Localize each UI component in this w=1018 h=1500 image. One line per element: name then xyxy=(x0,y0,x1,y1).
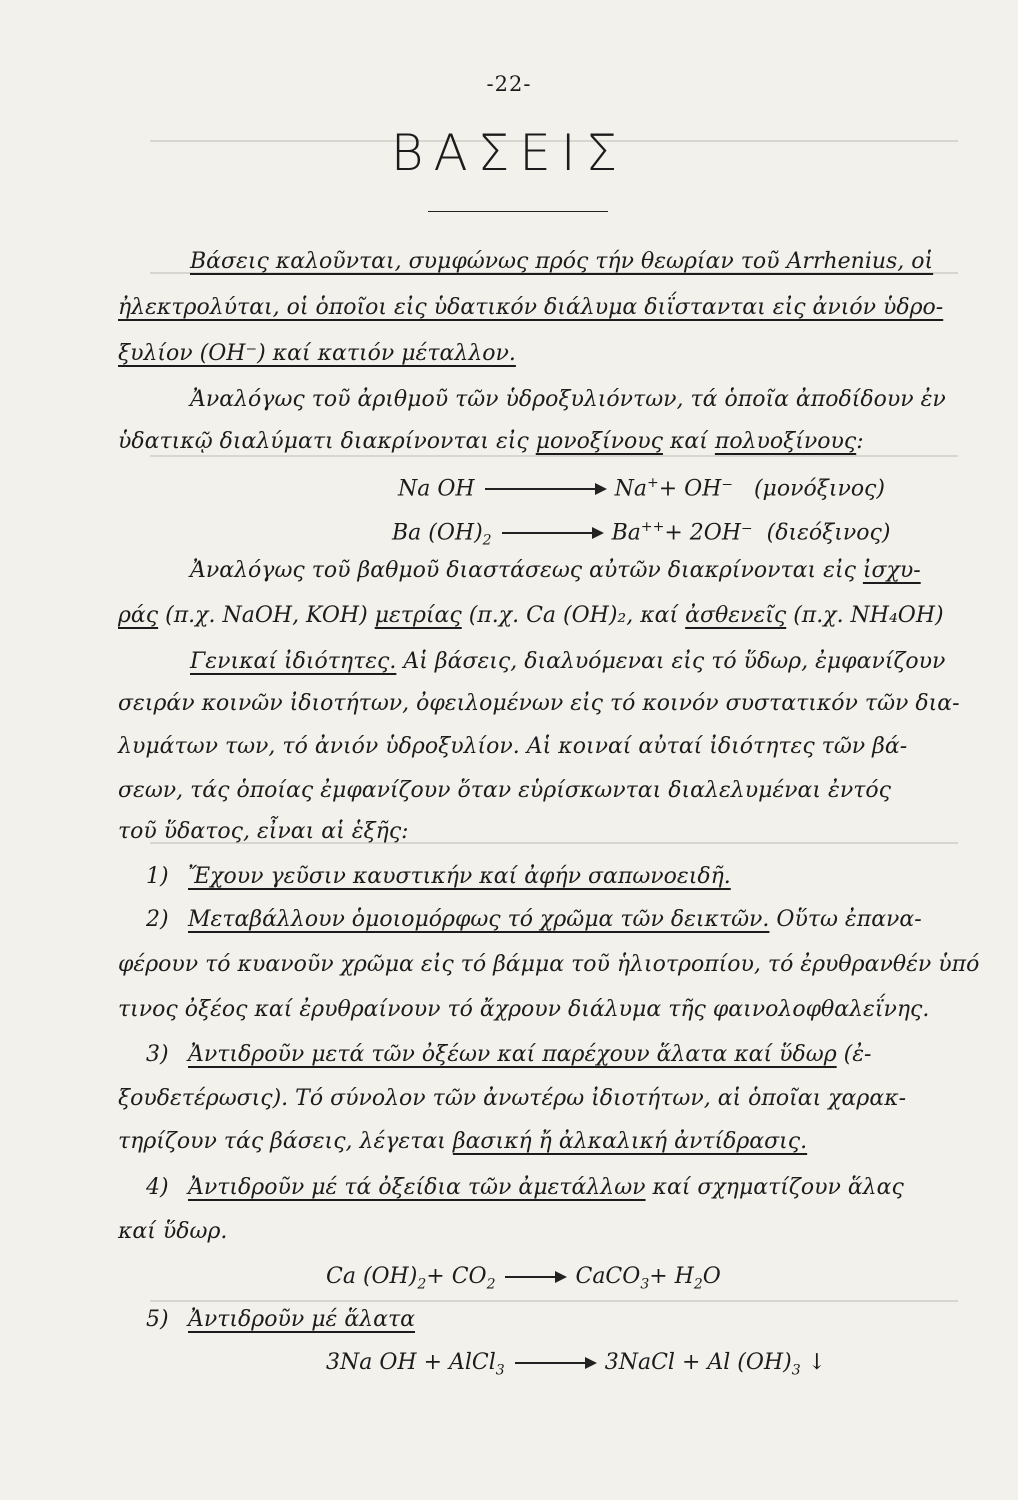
list-item-2: 2) Μεταβάλλουν ὁμοιομόρφως τό χρῶμα τῶν δεικτῶν. Οὕτω ἐπανα- xyxy=(146,907,922,932)
list-item-4: 4) Ἀντιδροῦν μέ τά ὀξείδια τῶν ἀμετάλλων καί σχηματίζουν ἅλας xyxy=(146,1175,904,1200)
classification-line-2: ὑδατικῷ διαλύματι διακρίνονται εἰς μονοξίνους καί πολυοξίνους: xyxy=(118,429,864,454)
list-item-2-line-3: τινος ὀξέος καί ἐρυθραίνουν τό ἄχρουν διάλυμα τῆς φαινολοφθαλεΐνης. xyxy=(118,997,930,1022)
page-number: -22- xyxy=(486,72,532,96)
precipitate-arrow: ↓ xyxy=(807,1350,827,1375)
reaction-arrow xyxy=(505,1276,565,1278)
bleed-through-line xyxy=(150,1300,958,1302)
list-item-3: 3) Ἀντιδροῦν μετά τῶν ὀξέων καί παρέχουν ἅλατα καί ὕδωρ (ἐ- xyxy=(146,1042,872,1067)
reaction-arrow xyxy=(485,488,605,490)
properties-line-1: Γενικαί ἰδιότητες. Αἱ βάσεις, διαλυόμεναι εἰς τό ὕδωρ, ἐμφανίζουν xyxy=(190,649,946,674)
list-item-3-line-2: ξουδετέρωσις). Τό σύνολον τῶν ἀνωτέρω ἰδιοτήτων, αἱ ὁποῖαι χαρακ- xyxy=(118,1086,907,1111)
list-item-2-line-2: φέρουν τό κυανοῦν χρῶμα εἰς τό βάμμα τοῦ ἡλιοτροπίου, τό ἐρυθρανθέν ὑπό xyxy=(118,952,980,977)
list-item-4-line-2: καί ὕδωρ. xyxy=(118,1219,228,1244)
equation-1: Na OH Na++ OH⁻ (μονόξινος) xyxy=(398,475,885,502)
properties-line-4: σεων, τάς ὁποίας ἐμφανίζουν ὅταν εὑρίσκωνται διαλελυμέναι ἐντός xyxy=(118,778,891,803)
properties-line-2: σειράν κοινῶν ἰδιοτήτων, ὀφειλομένων εἰς τό κοινόν συστατικόν τῶν δια- xyxy=(118,691,960,716)
list-item-5: 5) Ἀντιδροῦν μέ ἅλατα xyxy=(146,1307,416,1332)
properties-line-5: τοῦ ὕδατος, εἶναι αἱ ἑξῆς: xyxy=(118,819,409,844)
list-item-3-line-3: τηρίζουν τάς βάσεις, λέγεται βασική ἤ ἀλκαλική ἀντίδρασις. xyxy=(118,1129,808,1154)
definition-line-1: Βάσεις καλοῦνται, συμφώνως πρός τήν θεωρίαν τοῦ Arrhenius, οἱ xyxy=(190,249,934,274)
definition-line-2: ἠλεκτρολύται, οἱ ὁποῖοι εἰς ὑδατικόν διάλυμα διΐστανται εἰς ἀνιόν ὑδρο- xyxy=(118,295,944,320)
degree-line-2: ράς (π.χ. NaOH, KOH) μετρίας (π.χ. Ca (OH)₂, καί ἀσθενεῖς (π.χ. NH₄OH) xyxy=(118,603,944,628)
reaction-salt: 3Na OH + AlCl$_3$ 3NaCl + Al $(OH)_3$ ↓ xyxy=(326,1350,827,1379)
reaction-arrow xyxy=(502,532,602,534)
definition-line-3: ξυλίον (OH⁻) καί κατιόν μέταλλον. xyxy=(118,341,516,366)
page-title: ΒΑΣΕΙΣ xyxy=(390,124,628,182)
reaction-arrow xyxy=(515,1362,595,1364)
list-item-1: 1) Ἔχουν γεῦσιν καυστικήν καί ἀφήν σαπωνοειδῆ. xyxy=(146,864,731,889)
properties-line-3: λυμάτων των, τό ἀνιόν ὑδροξυλίον. Αἱ κοιναί αὐταί ἰδιότητες τῶν βά- xyxy=(118,734,908,759)
title-rule xyxy=(428,211,608,212)
classification-line-1: Ἀναλόγως τοῦ ἀριθμοῦ τῶν ὑδροξυλιόντων, τά ὁποῖα ἀποδίδουν ἐν xyxy=(190,387,946,412)
equation-2: Ba $(OH)_2$ Ba+++ 2OH⁻ (διεόξινος) xyxy=(392,519,891,549)
reaction-co2: Ca $(OH)_2+ CO_2$ CaCO$_3$+ $H_2O$ xyxy=(326,1264,721,1293)
degree-line-1: Ἀναλόγως τοῦ βαθμοῦ διαστάσεως αὐτῶν διακρίνονται εἰς ἰσχυ- xyxy=(190,558,921,583)
